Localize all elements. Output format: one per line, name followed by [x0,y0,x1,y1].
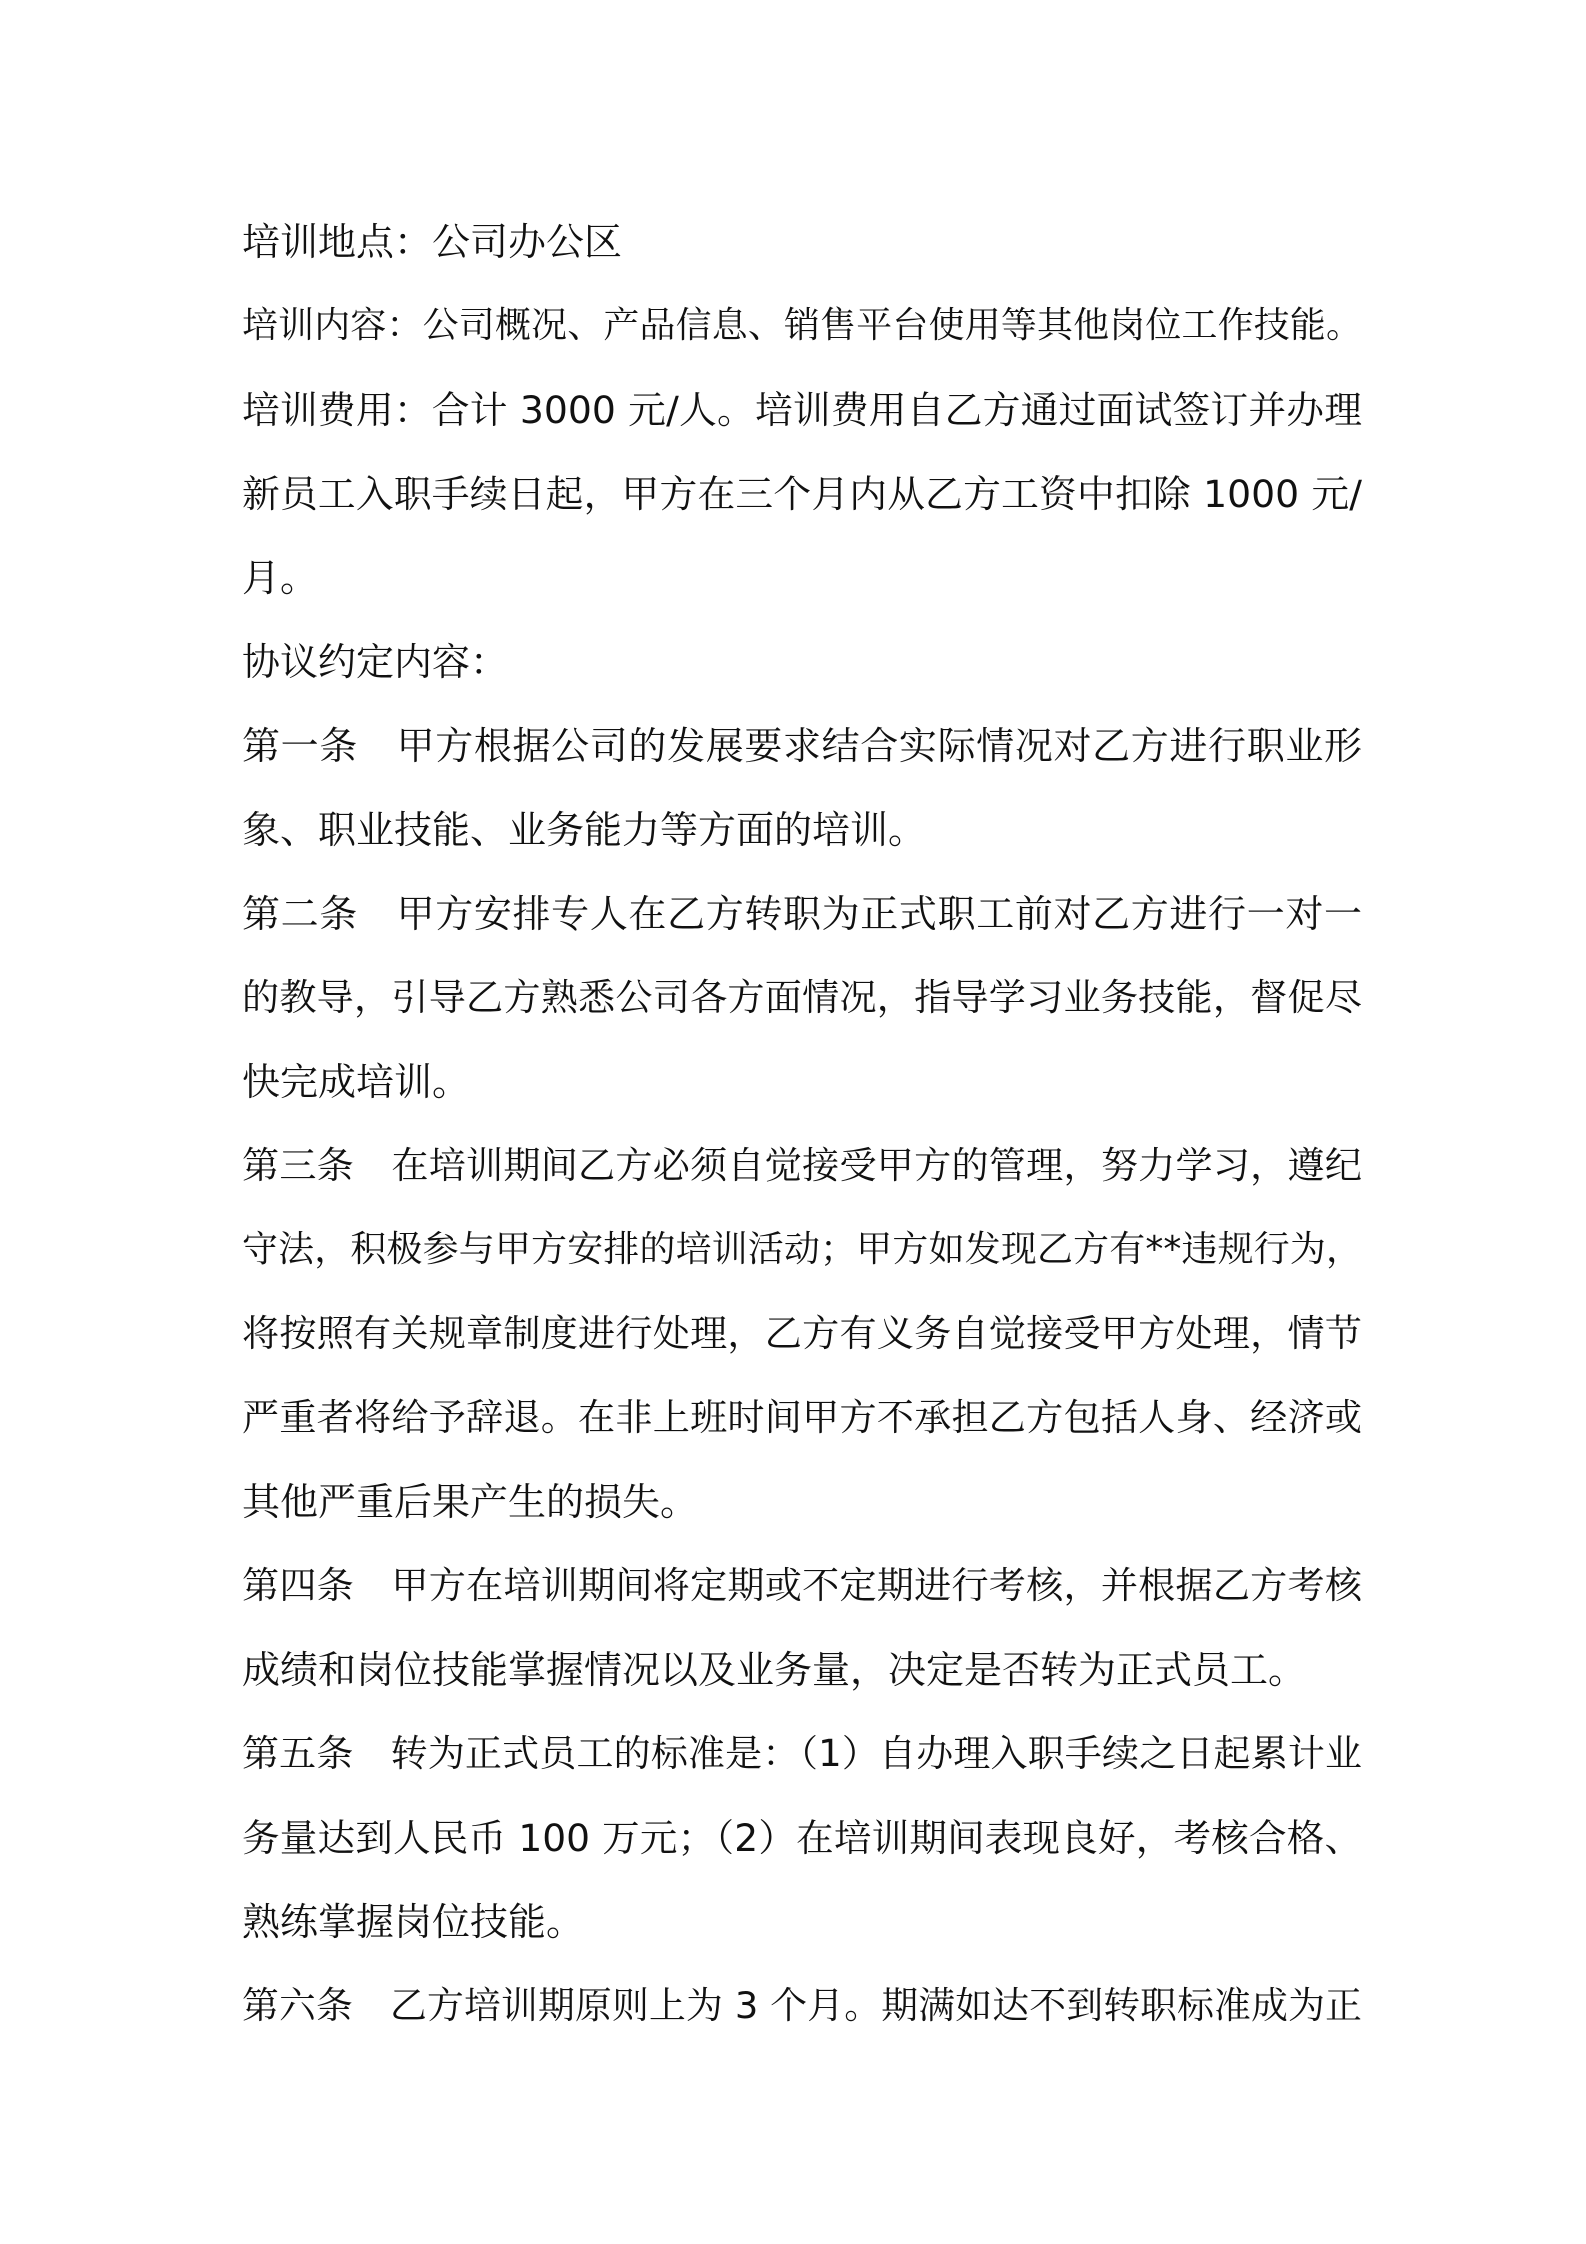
text-line: 第三条 在培训期间乙方必须自觉接受甲方的管理，努力学习，遵纪 [242,1144,1362,1187]
text-line: 熟练掌握岗位技能。 [242,1900,585,1944]
text-line: 第一条 甲方根据公司的发展要求结合实际情况对乙方进行职业形 [242,724,1362,768]
text-line: 培训地点：公司办公区 [242,220,623,264]
text-line: 快完成培训。 [242,1060,471,1104]
text-line: 月。 [242,556,319,600]
text-line: 成绩和岗位技能掌握情况以及业务量，决定是否转为正式员工。 [242,1648,1307,1692]
text-line: 守法，积极参与甲方安排的培训活动；甲方如发现乙方有**违规行为， [242,1229,1362,1270]
text-line: 将按照有关规章制度进行处理，乙方有义务自觉接受甲方处理，情节 [242,1312,1362,1355]
text-line: 严重者将给予辞退。在非上班时间甲方不承担乙方包括人身、经济或 [242,1396,1362,1439]
text-line: 务量达到人民币 100 万元；（2）在培训期间表现良好，考核合格、 [242,1816,1362,1860]
text-line: 第四条 甲方在培训期间将定期或不定期进行考核，并根据乙方考核 [242,1564,1362,1607]
text-line: 第二条 甲方安排专人在乙方转职为正式职工前对乙方进行一对一 [242,892,1362,936]
text-line: 培训费用：合计 3000 元/人。培训费用自乙方通过面试签订并办理 [242,388,1362,432]
text-line: 的教导，引导乙方熟悉公司各方面情况，指导学习业务技能，督促尽 [242,976,1362,1019]
text-line: 协议约定内容： [242,640,509,684]
text-line: 第六条 乙方培训期原则上为 3 个月。期满如达不到转职标准成为正 [242,1984,1362,2027]
text-line: 新员工入职手续日起，甲方在三个月内从乙方工资中扣除 1000 元/ [242,472,1362,516]
text-line: 第五条 转为正式员工的标准是：（1）自办理入职手续之日起累计业 [242,1732,1362,1775]
text-line: 象、职业技能、业务能力等方面的培训。 [242,808,927,852]
text-line: 其他严重后果产生的损失。 [242,1480,699,1524]
agreement-text [242,200,1362,2048]
text-line: 培训内容：公司概况、产品信息、销售平台使用等其他岗位工作技能。 [242,305,1362,346]
